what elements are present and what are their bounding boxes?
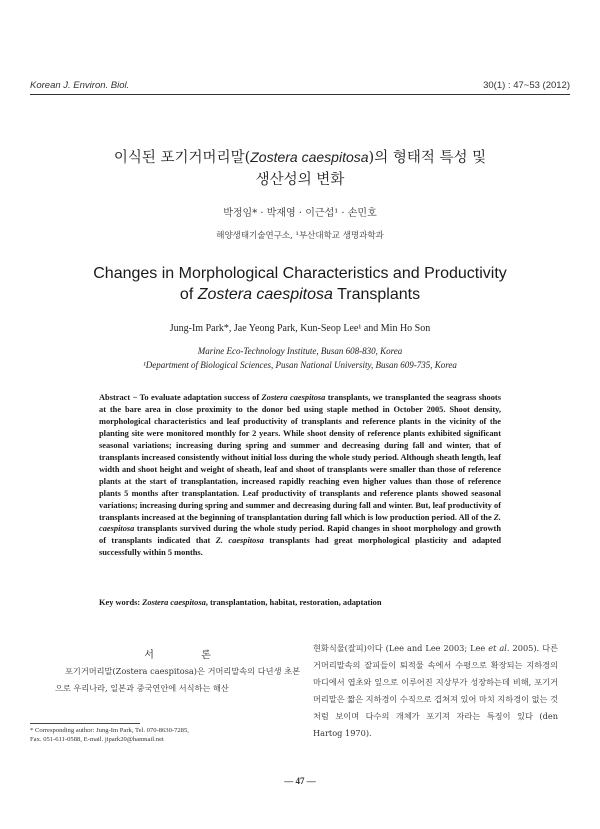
- running-header: [30, 80, 570, 94]
- intro-left-column: [55, 663, 300, 697]
- abstract-species-3: Z. caespitosa: [215, 536, 264, 546]
- keywords-label: Key words:: [99, 598, 143, 607]
- intro-left-post: )은 거머리말속의 다년생 초본으로 우리나라, 일본과 중국연안에 서식하는 해산: [55, 666, 301, 693]
- page-number: — 47 —: [284, 776, 316, 786]
- english-title-post: Transplants: [332, 286, 421, 303]
- korean-authors: 박정임* · 박재영 · 이근섭¹ · 손민호: [223, 208, 377, 219]
- keywords: [99, 598, 501, 607]
- intro-right-column: [313, 640, 558, 742]
- footnote-line-1: * Corresponding author: Jung-Im Park, Tel. 070-8630-7285,: [30, 727, 189, 734]
- intro-left-pre: 포기거머리말(: [65, 666, 116, 676]
- intro-right-pre: 현화식물(잘피)이다 (Lee and Lee 2003; Lee: [313, 643, 489, 653]
- english-authors: Jung-Im Park*, Jae Yeong Park, Kun-Seop Lee¹ and Min Ho Son: [169, 323, 431, 334]
- abstract-part-1: transplants, we transplanted the seagrass shoots at the bare area in close proximity to the donor bed using staple method in October 2005. Shoot density, morphological characteristics and leaf productivity of transplants and reference plants in the vicinity of the planting site were monitored monthly for 2 years. While shoot density of reference plants exhibited significant seasonal variations; increasing during spring and summer and decreasing during fall and winter, that of transplants increased consistently without initial loss during the whole study period. Although sheath length, leaf width and shoot height and weight of sheath, leaf and shoot of transplants were smaller than those of reference plants at the start of transplantation, increased rapidly reaching even higher values than those of reference plants 5 months after transplantation. Leaf productivity of transplants and reference plants showed seasonal variations; increasing during spring and summer and decreasing during fall and winter. But, leaf productivity of transplants increased at the beginning of transplantation during fall which is low production period. All of the: [99, 393, 501, 522]
- korean-title: [0, 146, 600, 191]
- issue-info: 30(1) : 47~53 (2012): [483, 80, 570, 91]
- english-affiliation-1: Marine Eco-Technology Institute, Busan 608-830, Korea: [197, 346, 403, 356]
- intro-left-species: Zostera caespitosa: [115, 666, 194, 676]
- keywords-rest: , transplantation, habitat, restoration, adaptation: [205, 598, 382, 607]
- corresponding-author-footnote: [30, 726, 290, 744]
- english-title-line1: Changes in Morphological Characteristics and Productivity: [93, 265, 507, 282]
- footnote-line-2: Fax. 051-611-0588, E-mail. jipark20@hanmail.net: [30, 736, 164, 743]
- english-title-species: Zostera caespitosa: [197, 286, 333, 303]
- korean-title-species: Zostera caespitosa: [250, 149, 369, 165]
- journal-name: Korean J. Environ. Biol.: [30, 80, 130, 91]
- korean-title-post: )의 형태적 특성 및: [368, 150, 487, 166]
- abstract-lead: Abstract − To evaluate adaptation success of: [99, 393, 262, 402]
- intro-right-etal: et al: [488, 643, 507, 653]
- abstract: [99, 392, 501, 559]
- korean-title-line2: 생산성의 변화: [255, 172, 345, 188]
- korean-title-pre: 이식된 포기거머리말(: [113, 150, 251, 166]
- intro-heading: 서 론: [144, 650, 233, 661]
- english-affiliation-2: ¹Department of Biological Sciences, Pusan National University, Busan 609-735, Korea: [143, 360, 457, 370]
- abstract-part-3: transplants had great morphological plasticity and adapted successfully within 5 months.: [99, 536, 501, 558]
- english-title-pre: of: [179, 286, 198, 303]
- keywords-species: Zostera caespitosa: [142, 598, 206, 607]
- header-rule: [30, 94, 570, 95]
- english-title: [0, 263, 600, 305]
- abstract-species-2: Z. caespitosa: [99, 512, 501, 534]
- korean-affiliation: 해양생태기술연구소, ¹부산대학교 생명과학과: [216, 231, 384, 241]
- footnote-rule: [30, 723, 140, 724]
- abstract-species-1: Zostera caespitosa: [261, 393, 326, 402]
- abstract-part-2: transplants survived during the whole study period. Rapid changes in shoot morphology and growth of transplants indicated that: [99, 524, 501, 546]
- intro-right-post: . 2005). 다른 거머리말속의 잘피들이 퇴적물 속에서 수평으로 확장되는 지하경의 마디에서 엽초와 잎으로 이루어진 지상부가 성장하는데 비해, 포기거머리말은 짧은 지하경이 수직으로 겹쳐져 있어 마치 지하경이 없는 것처럼 보이며 다수의 개체가 포기져 자라는 특징이 있다 (den Hartog 1970).: [313, 643, 558, 738]
